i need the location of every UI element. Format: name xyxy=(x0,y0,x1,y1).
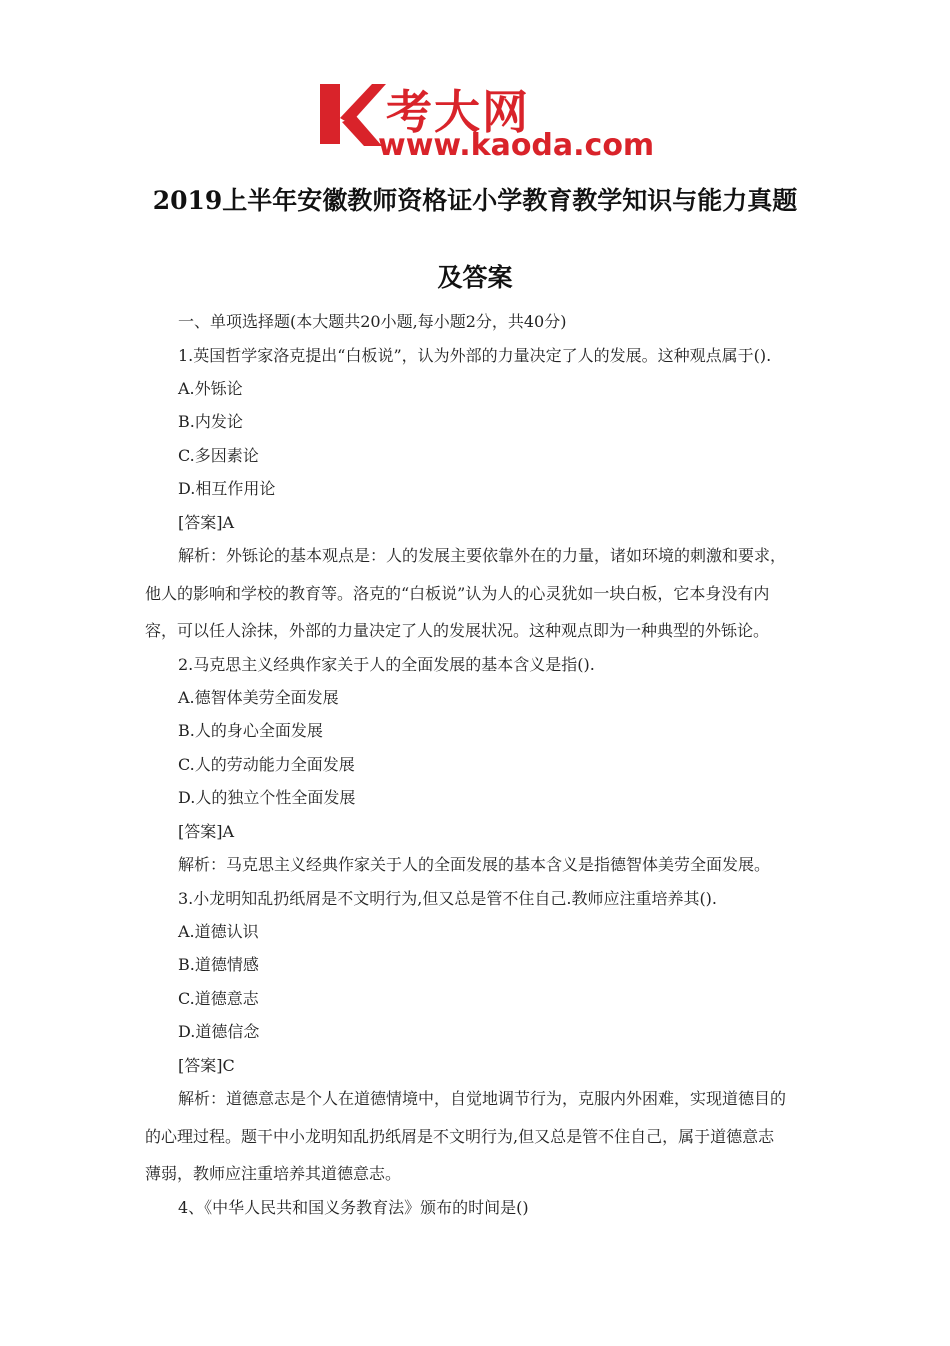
q2-option-a: A.德智体美劳全面发展 xyxy=(178,688,339,707)
q3-option-d: D.道德信念 xyxy=(178,1022,260,1041)
q1-option-c: C.多因素论 xyxy=(178,446,259,465)
kaoda-logo xyxy=(316,80,655,164)
q2-option-b: B.人的身心全面发展 xyxy=(178,721,323,740)
q1-option-d: D.相互作用论 xyxy=(178,479,276,498)
q1-analysis-line2: 他人的影响和学校的教育等。洛克的“白板说”认为人的心灵犹如一块白板，它本身没有内 xyxy=(145,584,770,603)
document-title-line1: 2019上半年安徽教师资格证小学教育教学知识与能力真题 xyxy=(152,186,798,215)
q2-option-d: D.人的独立个性全面发展 xyxy=(178,788,356,807)
question-3: 3.小龙明知乱扔纸屑是不文明行为,但又总是管不住自己.教师应注重培养其(). xyxy=(178,889,718,908)
q1-answer: [答案]A xyxy=(178,513,235,532)
q2-analysis-line1: 解析：马克思主义经典作家关于人的全面发展的基本含义是指德智体美劳全面发展。 xyxy=(178,855,771,874)
q1-analysis-line3: 容，可以任人涂抹，外部的力量决定了人的发展状况。这种观点即为一种典型的外铄论。 xyxy=(145,621,770,640)
document-title-line2: 及答案 xyxy=(437,263,513,292)
q3-option-a: A.道德认识 xyxy=(178,922,259,941)
q1-option-b: B.内发论 xyxy=(178,412,243,431)
question-1: 1.英国哲学家洛克提出“白板说”，认为外部的力量决定了人的发展。这种观点属于(). xyxy=(178,346,772,365)
q3-answer: [答案]C xyxy=(178,1056,235,1075)
logo-url-text: www.kaoda.com xyxy=(378,128,655,163)
q3-option-c: C.道德意志 xyxy=(178,989,259,1008)
q3-analysis-line1: 解析：道德意志是个人在道德情境中，自觉地调节行为，克服内外困难，实现道德目的 xyxy=(178,1089,787,1108)
question-2: 2.马克思主义经典作家关于人的全面发展的基本含义是指(). xyxy=(178,655,595,674)
q1-analysis-line1: 解析：外铄论的基本观点是：人的发展主要依靠外在的力量，诸如环境的刺激和要求， xyxy=(178,546,787,565)
k-logo-icon xyxy=(316,80,386,150)
q3-analysis-line2: 的心理过程。题干中小龙明知乱扔纸屑是不文明行为,但又总是管不住自己，属于道德意志 xyxy=(145,1127,775,1146)
q3-analysis-line3: 薄弱，教师应注重培养其道德意志。 xyxy=(145,1164,402,1183)
q3-option-b: B.道德情感 xyxy=(178,955,259,974)
section-header: 一、单项选择题(本大题共20小题,每小题2分，共40分) xyxy=(178,312,567,331)
q2-option-c: C.人的劳动能力全面发展 xyxy=(178,755,355,774)
q2-answer: [答案]A xyxy=(178,822,235,841)
question-4: 4、《中华人民共和国义务教育法》颁布的时间是() xyxy=(178,1198,529,1217)
logo-brand-text: 考大网 xyxy=(386,85,530,139)
q1-option-a: A.外铄论 xyxy=(178,379,243,398)
